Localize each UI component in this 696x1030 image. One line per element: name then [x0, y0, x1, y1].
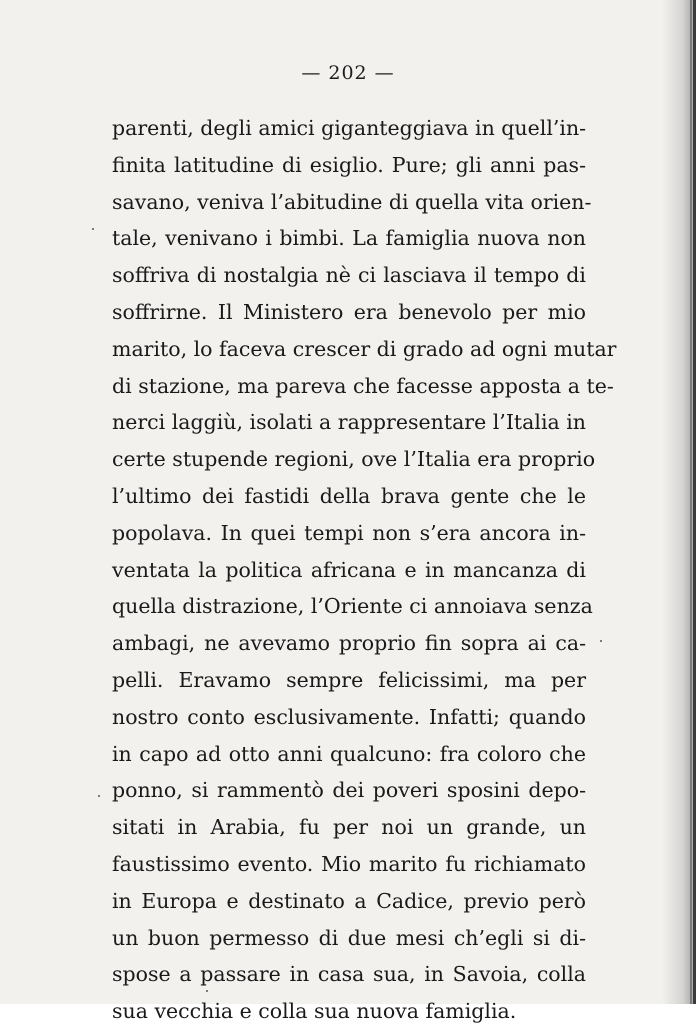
page-number: — 202 —	[301, 62, 395, 84]
text-line: quella distrazione, l’Oriente ci annoiava senza	[112, 594, 593, 619]
text-line: certe stupende regioni, ove l’Italia era proprio	[112, 447, 596, 472]
text-line: tale, venivano i bimbi. La famiglia nuova non	[112, 226, 586, 251]
text-line: marito, lo faceva crescer di grado ad ogni mutar	[112, 336, 617, 361]
text-line: in capo ad otto anni qualcuno: fra coloro che	[112, 741, 586, 766]
text-line: ambagi, ne avevamo proprio fin sopra ai ca-	[112, 631, 586, 656]
text-line: savano, veniva l’abitudine di quella vita orien-	[112, 189, 592, 214]
text-line: faustissimo evento. Mio marito fu richiamato	[112, 851, 586, 876]
text-line: spose a passare in casa sua, in Savoia, colla	[112, 962, 586, 987]
text-line: sitati in Arabia, fu per noi un grande, un	[112, 815, 586, 840]
text-line: parenti, degli amici giganteggiava in quell’in-	[112, 116, 587, 140]
text-line: finita latitudine di esiglio. Pure; gli anni pas-	[112, 152, 586, 177]
paper-speck	[206, 990, 208, 992]
text-line: un buon permesso di due mesi ch’egli si di-	[112, 925, 586, 950]
text-line: nostro conto esclusivamente. Infatti; quando	[112, 704, 586, 729]
text-line: popolava. In quei tempi non s’era ancora in-	[112, 520, 586, 545]
text-line: l’ultimo dei fastidi della brava gente che le	[112, 483, 586, 508]
paper-speck	[98, 795, 100, 797]
text-line: sua vecchia e colla sua nuova famiglia.	[112, 999, 517, 1024]
paper-speck	[92, 228, 94, 230]
paper-speck	[600, 640, 602, 642]
text-line: ponno, si rammentò dei poveri sposini depo-	[112, 778, 586, 803]
page-edge-line	[690, 0, 692, 1004]
text-line: nerci laggiù, isolati a rappresentare l’Italia in	[112, 410, 586, 435]
text-line: ventata la politica africana e in mancanza di	[112, 557, 586, 582]
text-line: di stazione, ma pareva che facesse apposta a te-	[112, 373, 614, 398]
text-line: soffriva di nostalgia nè ci lasciava il tempo di	[112, 263, 586, 288]
text-line: soffrirne. Il Ministero era benevolo per mio	[112, 299, 586, 324]
body-text	[112, 110, 617, 1030]
text-line: in Europa e destinato a Cadice, previo però	[112, 888, 586, 913]
text-line: pelli. Eravamo sempre felicissimi, ma per	[112, 667, 586, 692]
